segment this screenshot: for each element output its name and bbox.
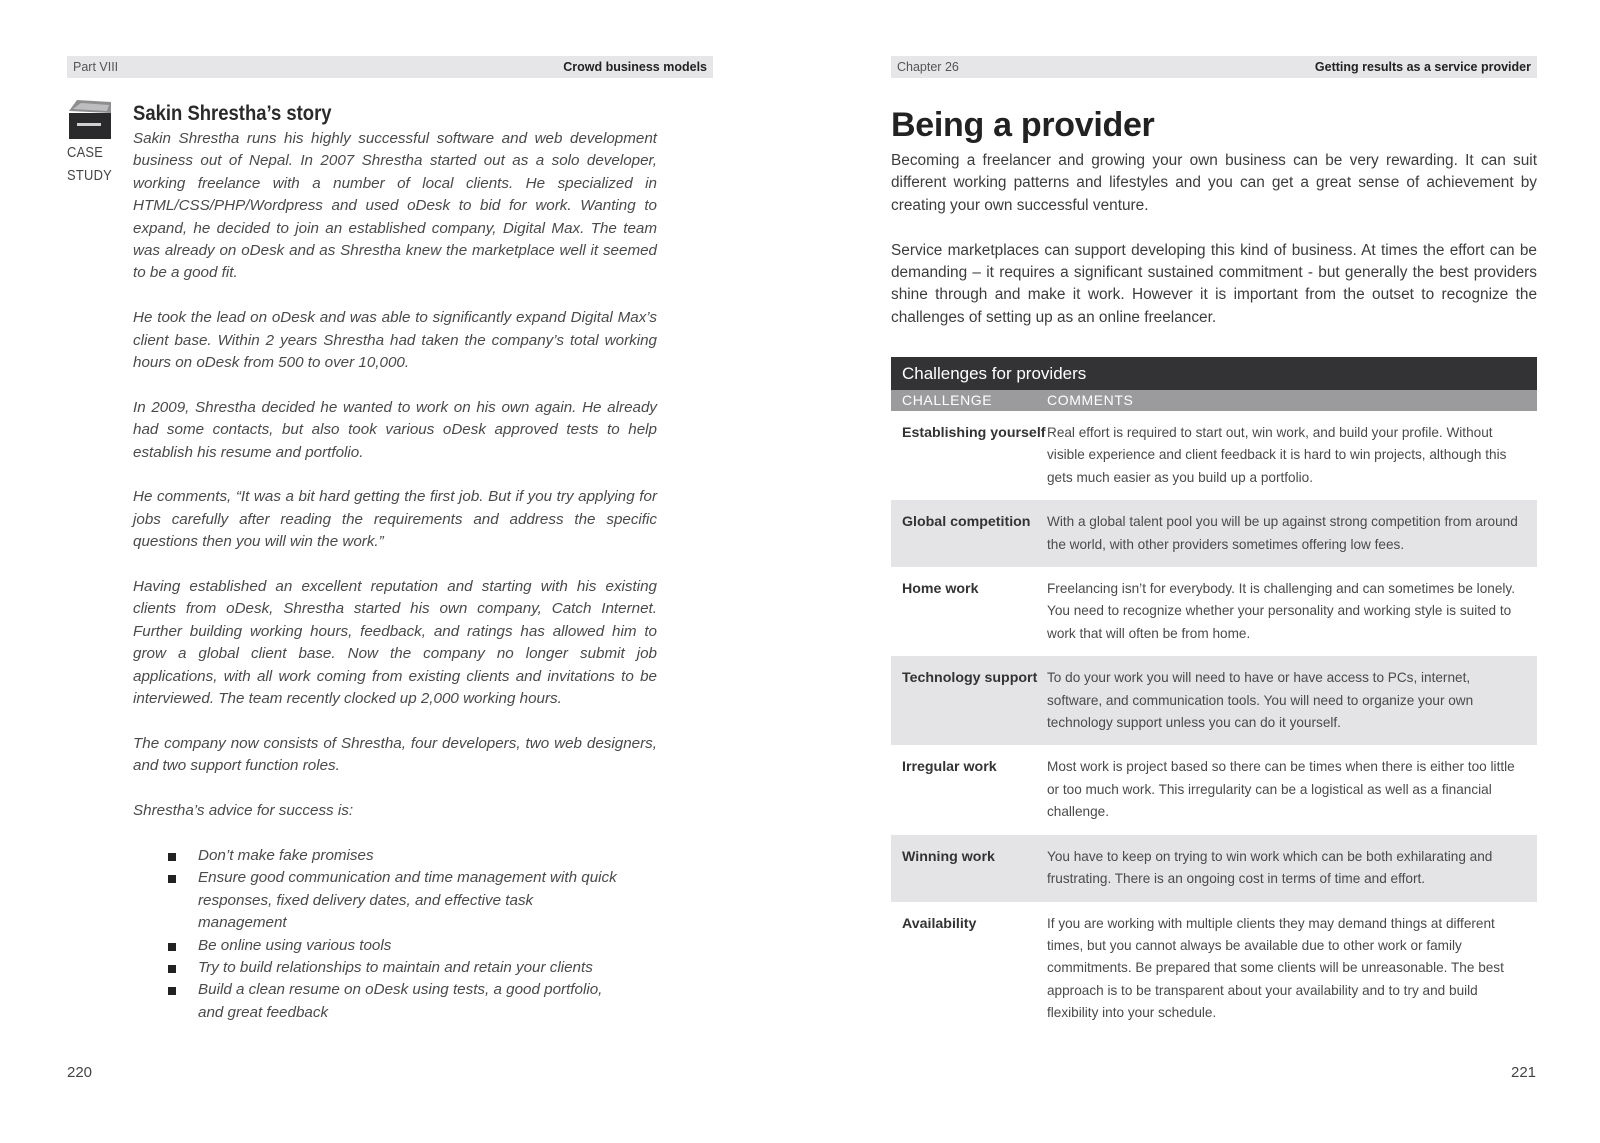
case-label-line1: CASE [67, 144, 104, 161]
advice-list [133, 845, 657, 1024]
advice-item [198, 845, 657, 867]
comment-cell: With a global talent pool you will be up against strong competition from around the world, with other providers sometimes offering low fees. [1047, 514, 1518, 552]
left-running-header [67, 56, 713, 78]
chapter-title: Getting results as a service provider [1314, 60, 1531, 74]
story-paragraph: He took the lead on oDesk and was able to significantly expand Digital Max’s client base. Within 2 years Shrestha had taken the company’s total working hours on oDesk from 500 to over 10,000. [133, 309, 657, 372]
challenges-table [891, 357, 1537, 1036]
comment-cell: If you are working with multiple clients they may demand things at different times, but you cannot always be available due to other work or family commitments. Be prepared that some clients will be unreasonable. The best approach is to be transparent about your availability and to try and build flexibility into your schedule. [1047, 915, 1504, 1021]
story-title: Sakin Shrestha’s story [133, 102, 332, 125]
column-header-comments: COMMENTS [1047, 392, 1134, 408]
comment-cell: Most work is project based so there can be times when there is either too little or too much work. This irregularity can be a logistical as well as a financial challenge. [1047, 759, 1515, 820]
case-study-label [67, 142, 112, 187]
challenge-cell: Establishing yourself [902, 425, 1046, 441]
right-page-number: 221 [1511, 1064, 1537, 1081]
table-row [891, 902, 1537, 1036]
intro-paragraph: Service marketplaces can support developing this kind of business. At times the effort can be demanding – it requires a significant sustained commitment - but generally the best providers shine through and make it work. However it is important from the outset to recognize the challenges of setting up as an online freelancer. [891, 241, 1537, 326]
table-header-row [891, 390, 1537, 411]
column-header-challenge: CHALLENGE [902, 392, 993, 408]
chapter-label: Chapter 26 [897, 60, 959, 74]
story-paragraph: In 2009, Shrestha decided he wanted to work on his own again. He already had some contacts, but also took various oDesk approved tests to help establish his resume and portfolio. [133, 398, 657, 461]
advice-item [198, 867, 657, 934]
challenge-cell: Availability [902, 915, 977, 932]
intro-text [891, 150, 1537, 352]
table-row [891, 500, 1537, 567]
challenge-cell: Technology support [902, 670, 1038, 687]
advice-text: Be online using various tools [198, 936, 392, 954]
story-paragraph: Sakin Shrestha runs his highly successful software and web development business out of Nepal. In 2007 Shrestha started out as a solo developer, working freelance with a number of local clients. He specialized in HTML/CSS/PHP/Wordpress and used oDesk to bid for work. Wanting to expand, he decided to join an established company, Digital Max. The team was already on oDesk and as Shrestha knew the marketplace well it seemed to be a good fit. [133, 130, 657, 282]
challenge-cell: Home work [902, 581, 979, 598]
advice-text: Build a clean resume on oDesk using tests, a good portfolio, and great feedback [198, 981, 603, 1021]
table-row [891, 745, 1537, 834]
advice-text: Try to build relationships to maintain and retain your clients [198, 958, 593, 976]
left-page-number: 220 [67, 1064, 93, 1081]
table-row [891, 411, 1537, 500]
square-bullet-icon [168, 875, 176, 883]
case-study-box-icon [67, 99, 113, 141]
comment-cell: Real effort is required to start out, win work, and build your profile. Without visible experience and client feedback it is hard to win projects, although this gets much easier as you build up a portfolio. [1047, 425, 1507, 485]
story-paragraph: Shrestha’s advice for success is: [133, 802, 354, 820]
table-row [891, 835, 1537, 902]
story-paragraph: Having established an excellent reputation and starting with his existing clients from oDesk, Shrestha started his own company, Catch Internet. Further building working hours, feedback, and ratings has allowed him to grow a global client base. Now the company no longer submit job applications, with all work coming from existing clients and invitations to be interviewed. The team recently clocked up 2,000 working hours. [133, 578, 657, 708]
case-label-line2: STUDY [67, 166, 113, 184]
comment-cell: To do your work you will need to have or have access to PCs, internet, software, and communication tools. You will need to organize your own technology support unless you can do it yourself. [1047, 670, 1474, 731]
challenge-cell: Global competition [902, 514, 1031, 531]
comment-cell: Freelancing isn’t for everybody. It is challenging and can sometimes be lonely. You need to recognize whether your personality and working style is suited to work that will often be from home. [1047, 581, 1515, 641]
advice-item [198, 957, 657, 979]
section-heading: Being a provider [891, 106, 1155, 144]
intro-paragraph: Becoming a freelancer and growing your own business can be very rewarding. It can suit different working patterns and lifestyles and you can get a great sense of achievement by creating your own successful venture. [891, 152, 1537, 214]
story-paragraph: He comments, “It was a bit hard getting the first job. But if you try applying for jobs carefully after reading the requirements and address the specific questions then you will win the work.” [133, 488, 657, 551]
table-row [891, 567, 1537, 656]
square-bullet-icon [168, 987, 176, 995]
table-row [891, 656, 1537, 745]
challenge-cell: Irregular work [902, 759, 997, 776]
comment-cell: You have to keep on trying to win work which can be both exhilarating and frustrating. There is an ongoing cost in terms of time and effort. [1047, 848, 1493, 887]
square-bullet-icon [168, 943, 176, 951]
right-running-header [891, 56, 1537, 78]
advice-item [198, 935, 657, 957]
table-title: Challenges for providers [891, 357, 1537, 390]
story-paragraph: The company now consists of Shrestha, four developers, two web designers, and two support function roles. [133, 734, 657, 775]
square-bullet-icon [168, 853, 176, 861]
challenge-cell: Winning work [902, 848, 995, 865]
case-study-body [133, 128, 657, 1024]
part-label: Part VIII [73, 60, 119, 74]
advice-item [198, 979, 657, 1024]
advice-text: Ensure good communication and time management with quick responses, fixed delivery dates, and effective task management [198, 869, 617, 932]
square-bullet-icon [168, 965, 176, 973]
advice-text: Don’t make fake promises [198, 846, 374, 864]
part-title: Crowd business models [563, 60, 707, 74]
